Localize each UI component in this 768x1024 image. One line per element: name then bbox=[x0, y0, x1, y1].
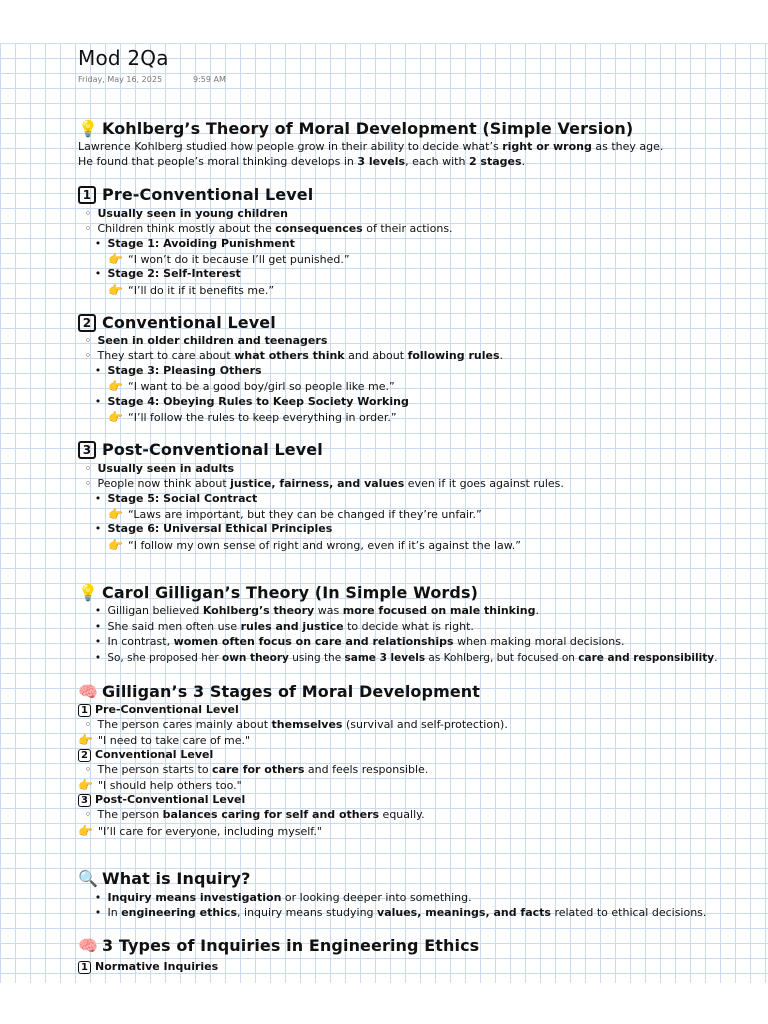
inquiry-bullet-2: • In engineering ethics, inquiry means studying values, meanings, and facts related to ethical decisions. bbox=[94, 906, 707, 919]
inquiry-types-heading: 🧠 3 Types of Inquiries in Engineering Ethics bbox=[78, 936, 480, 955]
gilligan-stage-1-desc: ◦ The person cares mainly about themselves (survival and self-protection). bbox=[84, 718, 508, 731]
keycap-1-icon: 1 bbox=[78, 961, 91, 974]
lightbulb-icon: 💡 bbox=[78, 119, 99, 138]
stage-3-quote: 👉 “I want to be a good boy/girl so people like me.” bbox=[108, 379, 395, 393]
gilligan-stage-3: 3 Post-Conventional Level bbox=[78, 793, 245, 807]
stage-3: • Stage 3: Pleasing Others bbox=[94, 364, 262, 377]
pointing-hand-icon: 👉 bbox=[78, 778, 93, 792]
pointing-hand-icon: 👉 bbox=[108, 507, 123, 521]
gilligan-stage-2-quote: 👉 "I should help others too." bbox=[78, 778, 242, 792]
level-1-desc: ◦ Children think mostly about the consequences of their actions. bbox=[84, 222, 453, 235]
pointing-hand-icon: 👉 bbox=[108, 410, 123, 424]
pointing-hand-icon: 👉 bbox=[108, 538, 123, 552]
stage-2-quote: 👉 “I’ll do it if it benefits me.” bbox=[108, 283, 275, 297]
stage-5-quote: 👉 “Laws are important, but they can be changed if they’re unfair.” bbox=[108, 507, 482, 521]
gilligan-bullet-4: • So, she proposed her own theory using the same 3 levels as Kohlberg, but focused on care and responsibility. bbox=[94, 652, 718, 664]
kohlberg-heading: 💡 Kohlberg’s Theory of Moral Development (Simple Version) bbox=[78, 119, 634, 138]
level-3-heading: 3 Post-Conventional Level bbox=[78, 440, 323, 460]
stage-4-quote: 👉 “I’ll follow the rules to keep everything in order.” bbox=[108, 410, 397, 424]
level-1-heading: 1 Pre-Conventional Level bbox=[78, 185, 313, 205]
gilligan-stage-3-quote: 👉 "I’ll care for everyone, including myself." bbox=[78, 824, 322, 838]
gilligan-stages-heading: 🧠 Gilligan’s 3 Stages of Moral Development bbox=[78, 682, 481, 701]
stage-1: • Stage 1: Avoiding Punishment bbox=[94, 237, 295, 250]
stage-4: • Stage 4: Obeying Rules to Keep Society Working bbox=[94, 395, 409, 408]
gilligan-stage-2-desc: ◦ The person starts to care for others and feels responsible. bbox=[84, 763, 429, 776]
stage-6: • Stage 6: Universal Ethical Principles bbox=[94, 522, 333, 535]
gilligan-bullet-1: • Gilligan believed Kohlberg’s theory was more focused on male thinking. bbox=[94, 604, 539, 617]
level-3-seen: ◦ Usually seen in adults bbox=[84, 462, 235, 475]
pointing-hand-icon: 👉 bbox=[78, 824, 93, 838]
stage-2: • Stage 2: Self-Interest bbox=[94, 267, 241, 280]
page-title[interactable]: Mod 2Qa bbox=[78, 46, 169, 70]
kohlberg-intro-line-2: He found that people’s moral thinking develops in 3 levels, each with 2 stages. bbox=[78, 155, 526, 168]
lightbulb-icon: 💡 bbox=[78, 583, 99, 602]
level-2-seen: ◦ Seen in older children and teenagers bbox=[84, 334, 328, 347]
keycap-1-icon: 1 bbox=[78, 704, 91, 717]
brain-icon: 🧠 bbox=[78, 936, 99, 955]
page-time: 9:59 AM bbox=[193, 75, 226, 84]
level-2-heading: 2 Conventional Level bbox=[78, 313, 276, 333]
pointing-hand-icon: 👉 bbox=[108, 252, 123, 266]
level-3-desc: ◦ People now think about justice, fairness, and values even if it goes against rules. bbox=[84, 477, 564, 490]
stage-5: • Stage 5: Social Contract bbox=[94, 492, 258, 505]
inquiry-bullet-1: • Inquiry means investigation or looking deeper into something. bbox=[94, 891, 472, 904]
pointing-hand-icon: 👉 bbox=[108, 283, 123, 297]
gilligan-stage-1-quote: 👉 "I need to take care of me." bbox=[78, 733, 251, 747]
inquiry-type-1: 1 Normative Inquiries bbox=[78, 960, 218, 974]
keycap-3-icon: 3 bbox=[78, 794, 91, 807]
keycap-3-icon: 3 bbox=[78, 441, 96, 459]
level-2-desc: ◦ They start to care about what others think and about following rules. bbox=[84, 349, 504, 362]
gilligan-heading: 💡 Carol Gilligan’s Theory (In Simple Words) bbox=[78, 583, 479, 602]
keycap-2-icon: 2 bbox=[78, 314, 96, 332]
stage-1-quote: 👉 “I won’t do it because I’ll get punished.” bbox=[108, 252, 350, 266]
inquiry-heading: 🔍 What is Inquiry? bbox=[78, 869, 251, 888]
gilligan-bullet-2: • She said men often use rules and justice to decide what is right. bbox=[94, 620, 474, 633]
magnifier-icon: 🔍 bbox=[78, 869, 99, 888]
gilligan-stage-1: 1 Pre-Conventional Level bbox=[78, 703, 239, 717]
page-date: Friday, May 16, 2025 bbox=[78, 75, 163, 84]
keycap-2-icon: 2 bbox=[78, 749, 91, 762]
gilligan-stage-2: 2 Conventional Level bbox=[78, 748, 213, 762]
brain-icon: 🧠 bbox=[78, 682, 99, 701]
kohlberg-intro-line-1: Lawrence Kohlberg studied how people grow in their ability to decide what’s right or wrong as they age. bbox=[78, 140, 664, 153]
stage-6-quote: 👉 “I follow my own sense of right and wrong, even if it’s against the law.” bbox=[108, 538, 521, 552]
gilligan-stage-3-desc: ◦ The person balances caring for self and others equally. bbox=[84, 808, 425, 821]
gilligan-bullet-3: • In contrast, women often focus on care and relationships when making moral decisions. bbox=[94, 635, 625, 648]
keycap-1-icon: 1 bbox=[78, 186, 96, 204]
pointing-hand-icon: 👉 bbox=[108, 379, 123, 393]
level-1-seen: ◦ Usually seen in young children bbox=[84, 207, 288, 220]
pointing-hand-icon: 👉 bbox=[78, 733, 93, 747]
